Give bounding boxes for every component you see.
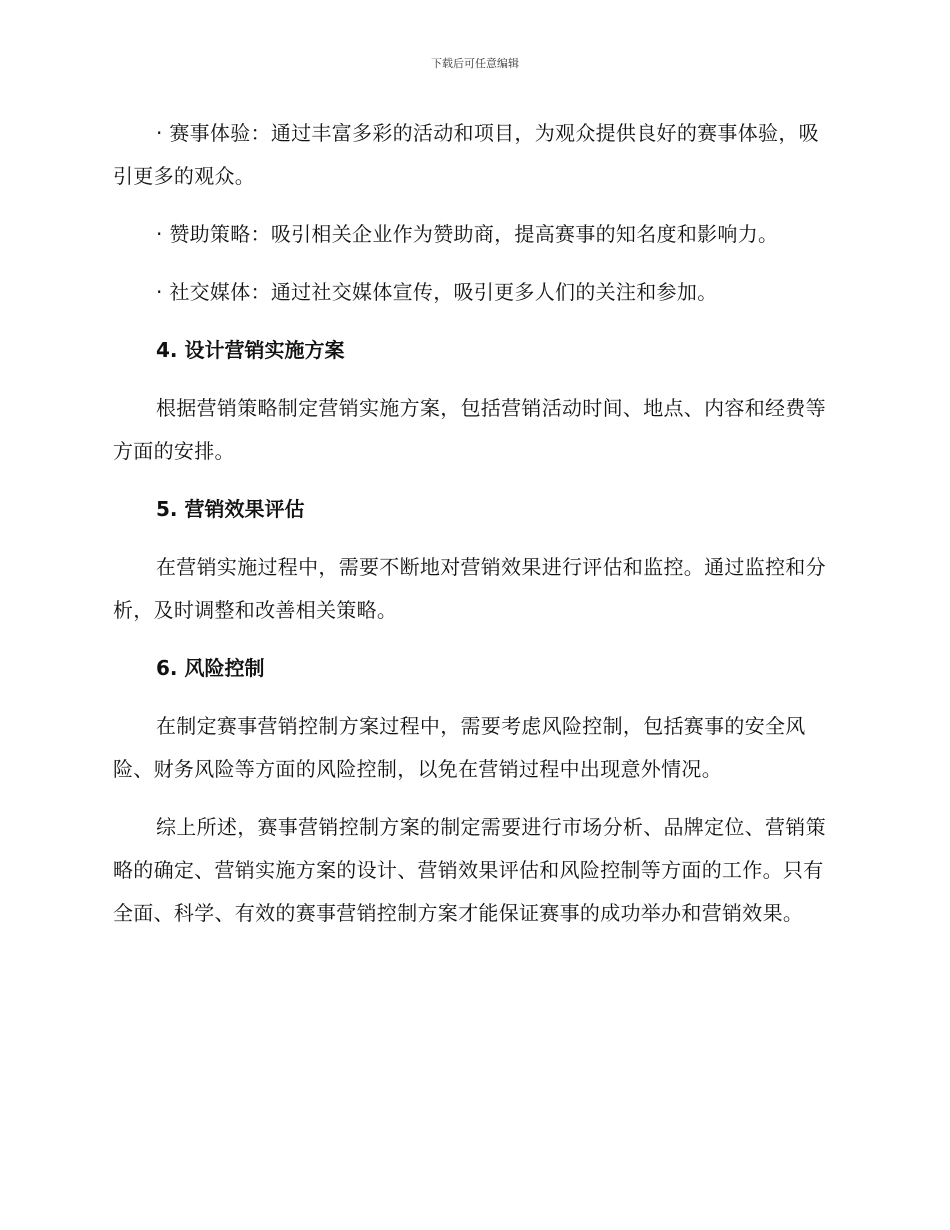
section-body-implementation: 根据营销策略制定营销实施方案，包括营销活动时间、地点、内容和经费等方面的安排。 (113, 396, 826, 463)
document-body (113, 112, 833, 935)
section-heading-evaluation: 5. 营销效果评估 (156, 497, 305, 521)
conclusion-paragraph: 综上所述，赛事营销控制方案的制定需要进行市场分析、品牌定位、营销策略的确定、营销实施方案的设计、营销效果评估和风险控制等方面的工作。只有全面、科学、有效的赛事营销控制方案才能保证赛事的成功举办和营销效果。 (113, 815, 826, 925)
section-heading-implementation: 4. 设计营销实施方案 (156, 338, 345, 362)
section-heading-risk: 6. 风险控制 (156, 656, 265, 680)
header-note: 下载后可任意编辑 (431, 57, 519, 70)
section-body-evaluation: 在营销实施过程中，需要不断地对营销效果进行评估和监控。通过监控和分析，及时调整和改善相关策略。 (113, 555, 826, 622)
bullet-event-experience: · 赛事体验：通过丰富多彩的活动和项目，为观众提供良好的赛事体验，吸引更多的观众。 (113, 121, 819, 188)
bullet-sponsorship-strategy: · 赞助策略：吸引相关企业作为赞助商，提高赛事的知名度和影响力。 (156, 222, 779, 246)
section-body-risk: 在制定赛事营销控制方案过程中，需要考虑风险控制，包括赛事的安全风险、财务风险等方面的风险控制，以免在营销过程中出现意外情况。 (113, 714, 806, 781)
bullet-social-media: · 社交媒体：通过社交媒体宣传，吸引更多人们的关注和参加。 (156, 280, 718, 304)
